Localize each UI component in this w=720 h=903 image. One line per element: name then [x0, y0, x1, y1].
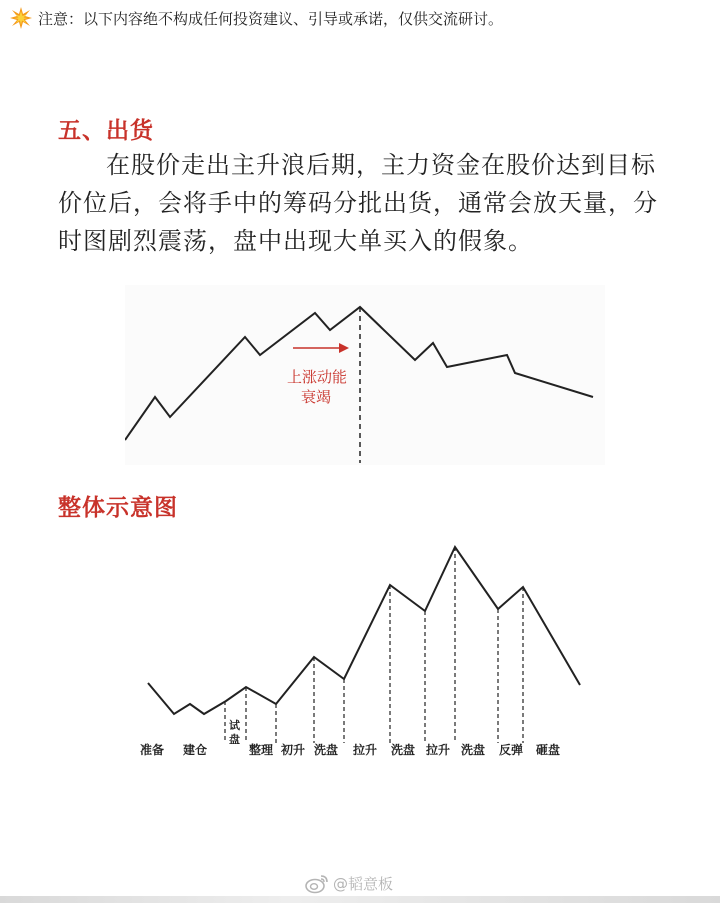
stage-label: 建仓	[183, 743, 208, 757]
stage-label: 拉升	[426, 743, 451, 757]
stage-label: 洗盘	[461, 743, 486, 757]
collision-icon	[10, 7, 32, 29]
cycle-line	[148, 547, 580, 714]
disclaimer-notice	[10, 6, 503, 30]
stage-label: 整理	[249, 743, 274, 757]
stage-label: 洗盘	[391, 743, 416, 757]
stage-label: 准备	[140, 743, 165, 757]
overview-title: 整体示意图	[58, 495, 178, 521]
section-title: 五、出货	[58, 118, 154, 144]
distribution-diagram	[125, 285, 605, 465]
price-line	[125, 307, 593, 440]
stage-label: 洗盘	[314, 743, 339, 757]
section-body: 在股价走出主升浪后期，主力资金在股价达到目标价位后，会将手中的筹码分批出货，通常会放天量，分时图剧烈震荡，盘中出现大单买入的假象。	[58, 151, 658, 255]
stage-dividers	[225, 547, 523, 743]
trend-arrow-head	[339, 343, 349, 353]
stage-label: 试盘	[229, 719, 240, 746]
watermark	[305, 873, 393, 894]
stage-label: 初升	[281, 743, 306, 757]
stage-label: 拉升	[353, 743, 378, 757]
annotation-line-1: 上涨动能	[287, 368, 348, 386]
stage-label: 反弹	[499, 743, 524, 757]
stage-label: 砸盘	[536, 743, 561, 757]
overall-cycle-diagram	[128, 538, 590, 770]
watermark-text: @韬意板	[333, 875, 394, 893]
disclaimer-text: 注意：以下内容绝不构成任何投资建议、引导或承诺，仅供交流研讨。	[38, 9, 504, 28]
bottom-edge	[0, 896, 720, 903]
weibo-icon	[305, 874, 329, 894]
annotation-line-2: 衰竭	[301, 388, 332, 406]
